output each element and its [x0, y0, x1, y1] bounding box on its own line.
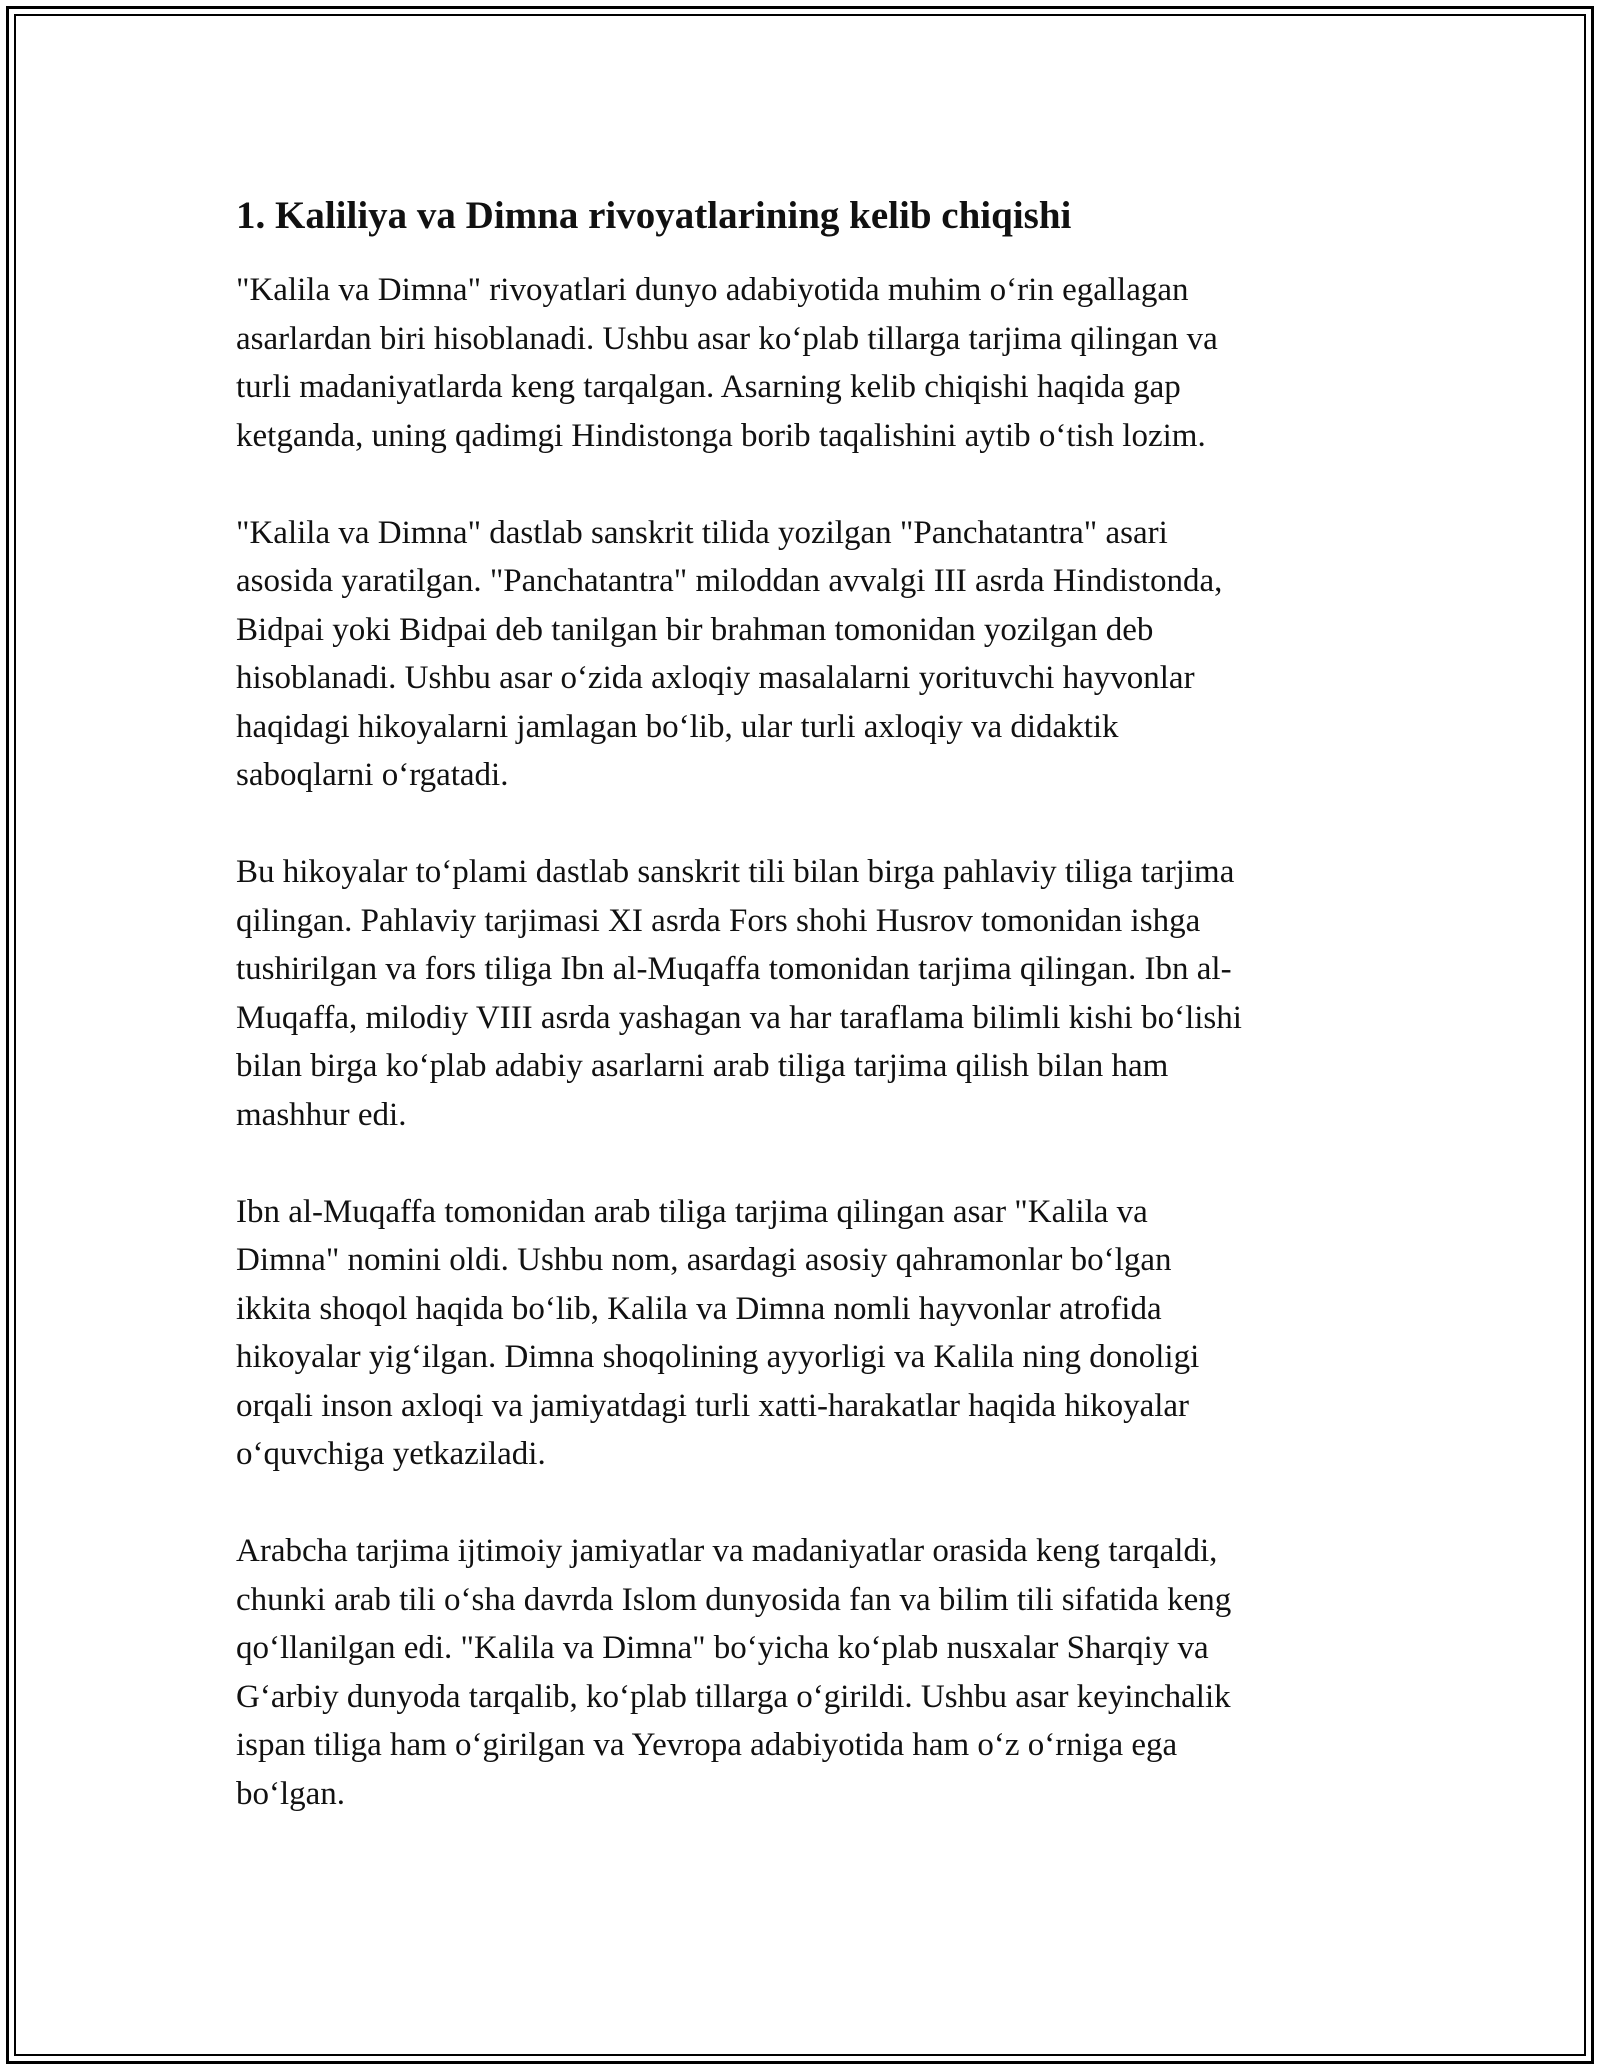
text-line: "Kalila va Dimna" dastlab sanskrit tilida yozilgan "Panchatantra" asari: [236, 514, 1168, 551]
text-line: ketganda, uning qadimgi Hindistonga borib taqalishini aytib o‘tish lozim.: [236, 417, 1206, 454]
text-line: Bu hikoyalar to‘plami dastlab sanskrit tili bilan birga pahlaviy tiliga tarjima: [236, 854, 1235, 890]
text-line: ispan tiliga ham o‘girilgan va Yevropa adabiyotida ham o‘z o‘rniga ega: [236, 1727, 1178, 1763]
text-line: mashhur edi.: [236, 1096, 407, 1133]
paragraph-origin-intro: [236, 266, 1366, 460]
text-line: hikoyalar yig‘ilgan. Dimna shoqolining ayyorligi va Kalila ning donoligi: [236, 1339, 1200, 1375]
text-line: asosida yaratilgan. "Panchatantra" miloddan avvalgi III asrda Hindistonda,: [236, 563, 1223, 599]
text-line: hisoblanadi. Ushbu asar o‘zida axloqiy masalalarni yorituvchi hayvonlar: [236, 660, 1195, 696]
paragraph-panchatantra: [236, 509, 1366, 800]
text-line: Arabcha tarjima ijtimoiy jamiyatlar va madaniyatlar orasida keng tarqaldi,: [236, 1533, 1218, 1569]
paragraph-pahlavi-translation: [236, 848, 1366, 1139]
text-line: haqidagi hikoyalarni jamlagan bo‘lib, ular turli axloqiy va didaktik: [236, 708, 1119, 745]
text-line: "Kalila va Dimna" rivoyatlari dunyo adabiyotida muhim o‘rin egallagan: [236, 272, 1189, 308]
text-line: Bidpai yoki Bidpai deb tanilgan bir brahman tomonidan yozilgan deb: [236, 611, 1154, 648]
text-line: qo‘llanilgan edi. "Kalila va Dimna" bo‘yicha ko‘plab nusxalar Sharqiy va: [236, 1630, 1209, 1666]
text-line: chunki arab tili o‘sha davrda Islom dunyosida fan va bilim tili sifatida keng: [236, 1581, 1232, 1618]
text-line: Ibn al-Muqaffa tomonidan arab tiliga tarjima qilingan asar "Kalila va: [236, 1193, 1148, 1230]
paragraph-arabic-translation: [236, 1188, 1366, 1479]
text-line: tushirilgan va fors tiliga Ibn al-Muqaffa tomonidan tarjima qilingan. Ibn al-: [236, 951, 1232, 987]
text-line: asarlardan biri hisoblanadi. Ushbu asar ko‘plab tillarga tarjima qilingan va: [236, 320, 1218, 357]
text-line: Muqaffa, milodiy VIII asrda yashagan va har taraflama bilimli kishi bo‘lishi: [236, 999, 1242, 1036]
text-line: orqali inson axloqi va jamiyatdagi turli xatti-harakatlar haqida hikoyalar: [236, 1387, 1190, 1424]
text-line: turli madaniyatlarda keng tarqalgan. Asarning kelib chiqishi haqida gap: [236, 369, 1181, 405]
text-line: saboqlarni o‘rgatadi.: [236, 757, 509, 793]
text-line: ikkita shoqol haqida bo‘lib, Kalila va Dimna nomli hayvonlar atrofida: [236, 1290, 1162, 1327]
text-line: qilingan. Pahlaviy tarjimasi XI asrda Fors shohi Husrov tomonidan ishga: [236, 902, 1201, 939]
text-line: bilan birga ko‘plab adabiy asarlarni arab tiliga tarjima qilish bilan ham: [236, 1048, 1169, 1084]
text-line: Dimna" nomini oldi. Ushbu nom, asardagi asosiy qahramonlar bo‘lgan: [236, 1242, 1172, 1278]
page-title: 1. Kaliliya va Dimna rivoyatlarining kelib chiqishi: [236, 194, 1072, 237]
text-line: o‘quvchiga yetkaziladi.: [236, 1436, 546, 1472]
paragraph-spread-worldwide: [236, 1527, 1366, 1818]
document-body: [236, 190, 1366, 1867]
text-line: bo‘lgan.: [236, 1775, 346, 1812]
text-line: G‘arbiy dunyoda tarqalib, ko‘plab tillarga o‘girildi. Ushbu asar keyinchalik: [236, 1678, 1231, 1715]
